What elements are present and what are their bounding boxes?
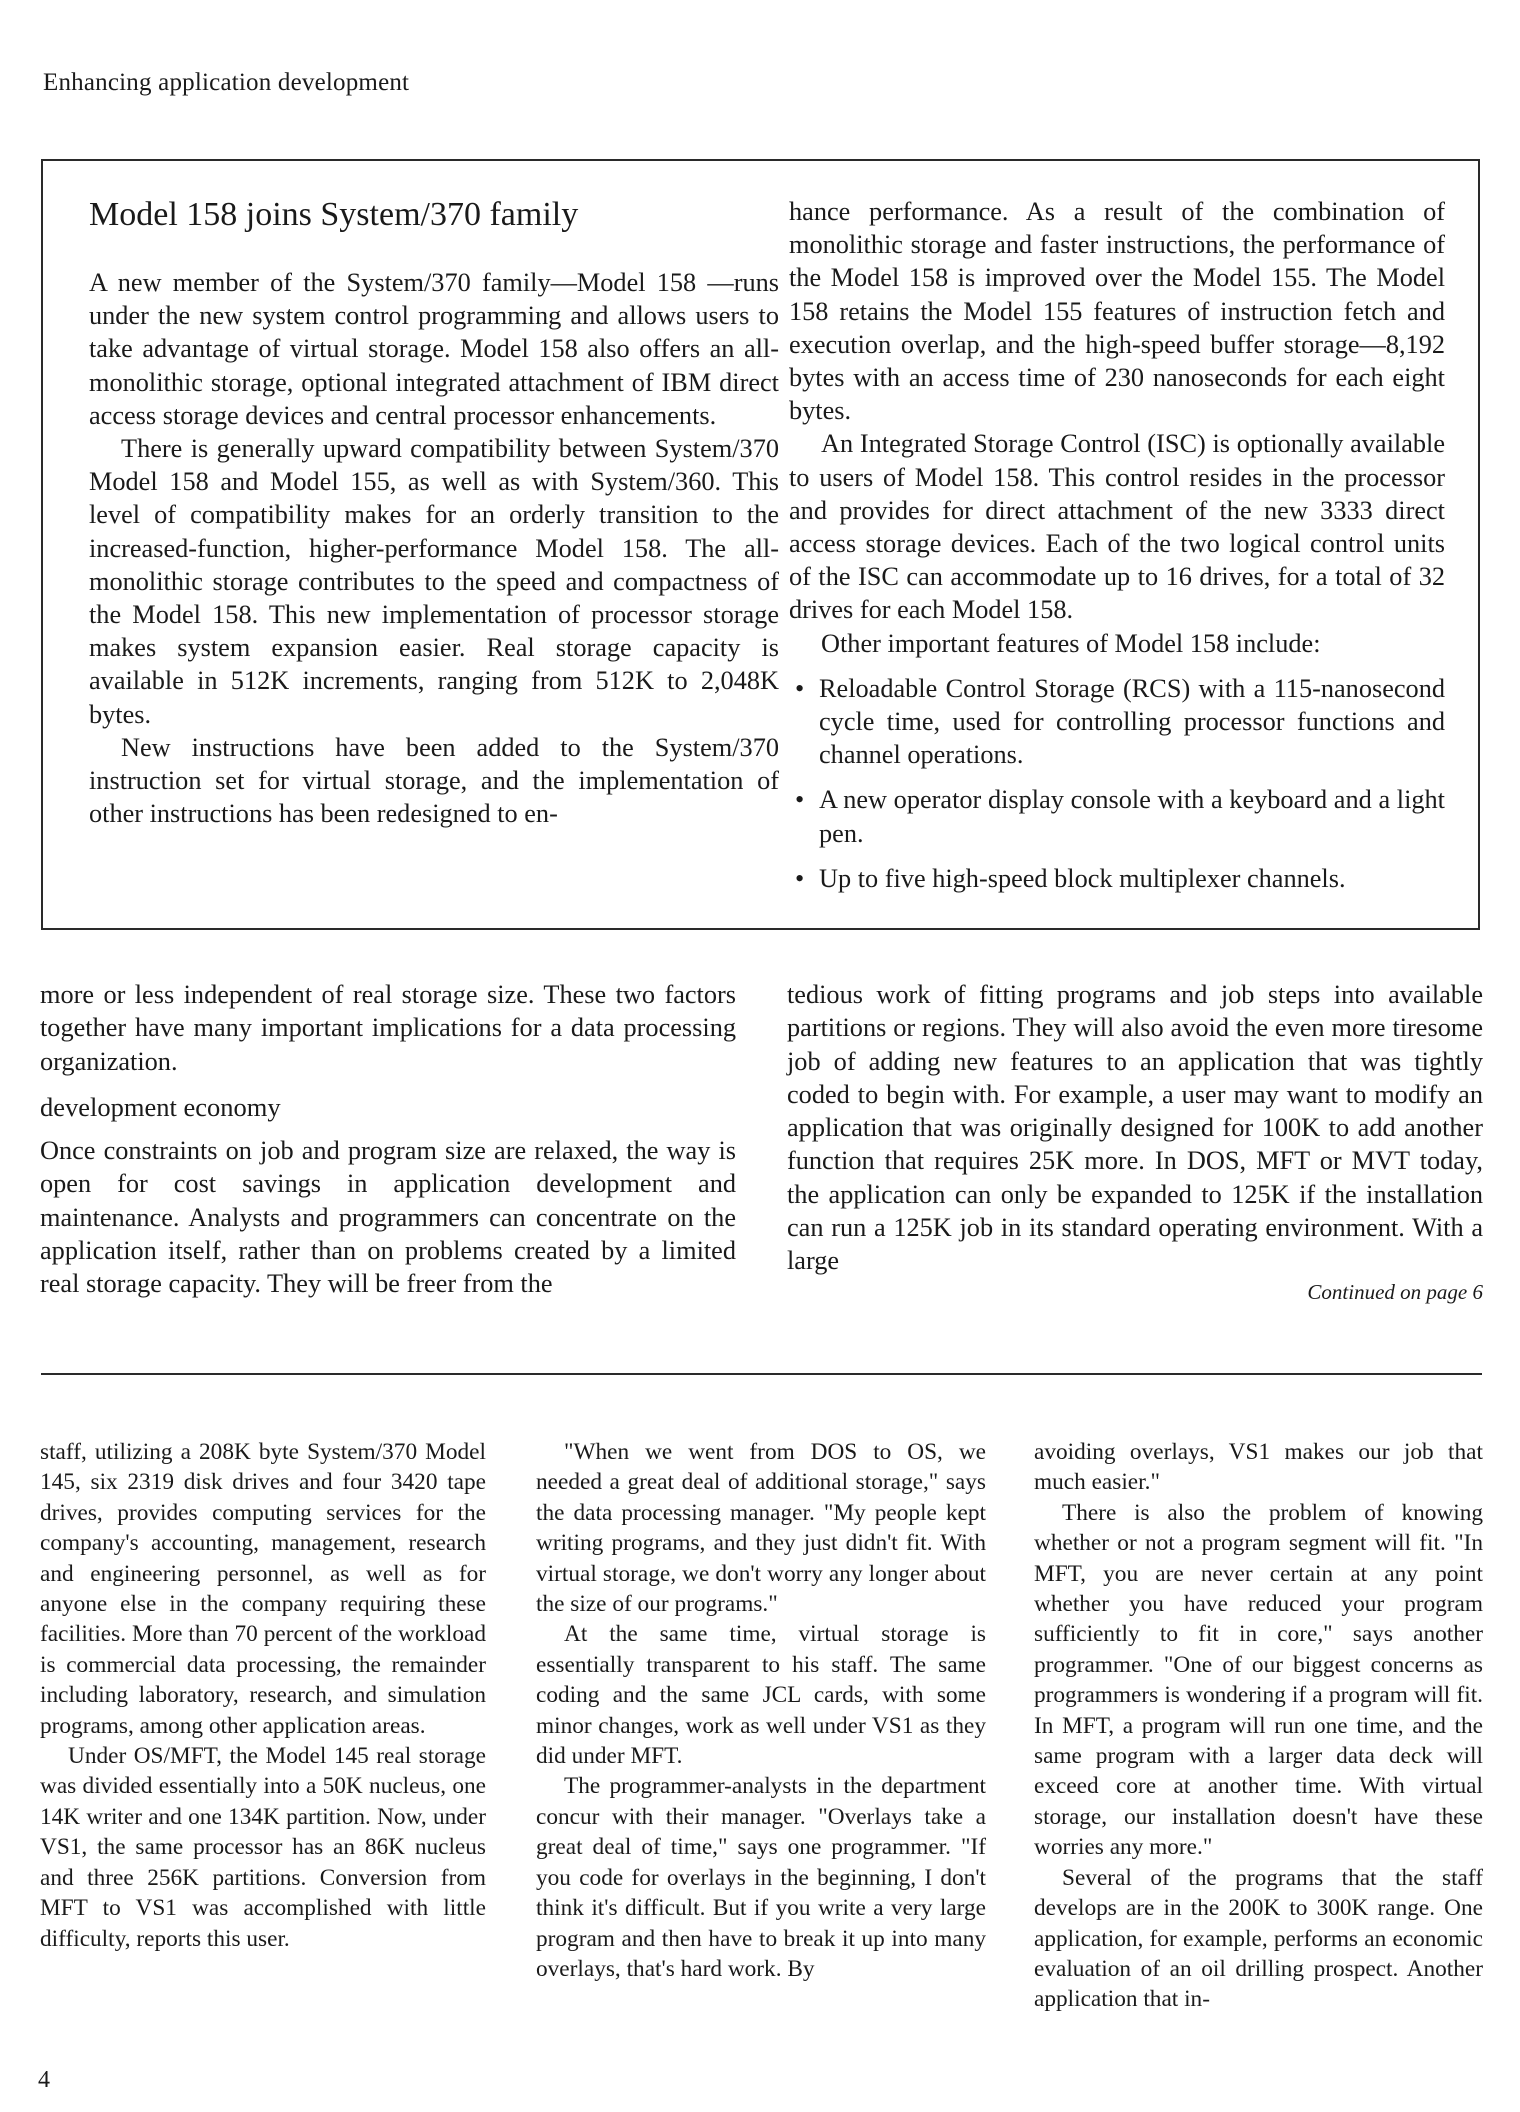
case-study-paragraph: Under OS/MFT, the Model 145 real storage was divided essentially into a 50K nucleus, one 14K writer and one 134K partition. Now, under VS1, the same processor has an 86K nucleus and three 256K partitions. Conversion from MFT to VS1 was accomplished with little difficulty, reports this user. [40,1743,486,1952]
article-right-column [787,978,1483,1306]
feature-list-item: • Up to five high-speed block multiplexer channels. [789,862,1445,895]
case-study-paragraph: There is also the problem of knowing whether or not a program segment will fit. "In MFT, you are never certain at any point whether you have reduced your program sufficiently to fit in core," says another programmer. "One of our biggest concerns as programmers is wondering if a program will fit. In MFT, a program will run one time, and the same program with a larger data deck will exceed core at another time. With virtual storage, our installation doesn't have these worries any more." [1034,1499,1483,1861]
article-left-column [40,978,736,1301]
continued-note: Continued on page 6 [1307,1279,1483,1304]
sidebar-paragraph: An Integrated Storage Control (ISC) is optionally available to users of Model 158. This control resides in the processor and provides for direct attachment of the new 3333 direct access storage devices. Each of the two logical control units of the ISC can accommodate up to 16 drives, for a total of 32 drives for each Model 158. [789,429,1445,625]
case-study-paragraph: avoiding overlays, VS1 makes our job that much easier." [1034,1439,1483,1496]
case-study-column-1 [40,1437,486,1954]
case-study-paragraph: "When we went from DOS to OS, we needed a great deal of additional storage," says the data processing manager. "My people kept writing programs, and they just didn't fit. With virtual storage, we don't worry any longer about the size of our programs." [536,1439,986,1618]
sidebar-paragraph: A new member of the System/370 family—Model 158 —runs under the new system control programming and allows users to take advantage of virtual storage. Model 158 also offers an all-monolithic storage, optional integrated attachment of IBM direct access storage devices and central processor enhancements. [89,268,779,430]
sidebar-paragraph: hance performance. As a result of the combination of monolithic storage and faster instructions, the performance of the Model 158 is improved over the Model 155. The Model 158 retains the Model 155 features of instruction fetch and execution overlap, and the high-speed buffer storage—8,192 bytes with an access time of 230 nanoseconds for each eight bytes. [789,197,1445,426]
page-number: 4 [38,2067,50,2093]
feature-list-item: • A new operator display console with a keyboard and a light pen. [789,783,1445,849]
case-study-paragraph: At the same time, virtual storage is essentially transparent to his staff. The same coding and the same JCL cards, with some minor changes, work as well under VS1 as they did under MFT. [536,1621,986,1770]
article-paragraph: tedious work of fitting programs and job steps into available partitions or regions. They will also avoid the even more tiresome job of adding new features to an application that was tightly coded to begin with. For example, a user may want to modify an application that was originally designed for 100K to add another function that requires 25K more. In DOS, MFT or MVT today, the application can only be expanded to 125K if the installation can run a 125K job in its standard operating environment. With a large [787,980,1483,1276]
sidebar-paragraph: Other important features of Model 158 include: [821,628,1321,658]
case-study-paragraph: staff, utilizing a 208K byte System/370 Model 145, six 2319 disk drives and four 3420 tape drives, provides computing services for the company's accounting, management, research and engineering personnel, as well as for anyone else in the company requiring these facilities. More than 70 percent of the workload is commercial data processing, the remainder including laboratory, research, and simulation programs, among other application areas. [40,1439,486,1739]
sidebar-left-column [89,195,779,830]
section-divider [41,1373,1482,1375]
sidebar-paragraph: New instructions have been added to the System/370 instruction set for virtual storage, and the implementation of other instructions has been redesigned to en- [89,732,779,829]
sidebar-paragraph: There is generally upward compatibility between System/370 Model 158 and Model 155, as well as with System/360. This level of compatibility makes for an orderly transition to the increased-function, higher-performance Model 158. The all-monolithic storage contributes to the speed and compactness of the Model 158. This new implementation of processor storage makes system expansion easier. Real storage capacity is available in 512K increments, ranging from 512K to 2,048K bytes. [89,434,779,729]
sidebar-right-column [789,195,1445,907]
feature-list [789,672,1445,895]
case-study-paragraph: The programmer-analysts in the department concur with their manager. "Overlays take a great deal of time," says one programmer. "If you code for overlays in the beginning, I don't think it's difficult. But if you write a very large program and then have to break it up into many overlays, that's hard work. By [536,1773,986,1982]
case-study-column-2 [536,1437,986,1984]
feature-list-item: • Reloadable Control Storage (RCS) with a 115-nanosecond cycle time, used for controlling processor functions and channel operations. [789,672,1445,772]
sidebar-title: Model 158 joins System/370 family [89,196,579,233]
section-subheading: development economy [40,1091,281,1122]
running-head: Enhancing application development [43,69,410,96]
sidebar-box [41,159,1480,930]
article-paragraph: Once constraints on job and program size are relaxed, the way is open for cost savings in application development and maintenance. Analysts and programmers can concentrate on the application itself, rather than on problems created by a limited real storage capacity. They will be freer from the [40,1136,736,1299]
case-study-paragraph: Several of the programs that the staff develops are in the 200K to 300K range. One application, for example, performs an economic evaluation of an oil drilling prospect. Another application that in- [1034,1864,1483,2013]
case-study-column-3 [1034,1437,1483,2015]
article-paragraph: more or less independent of real storage size. These two factors together have many important implications for a data processing organization. [40,980,736,1076]
